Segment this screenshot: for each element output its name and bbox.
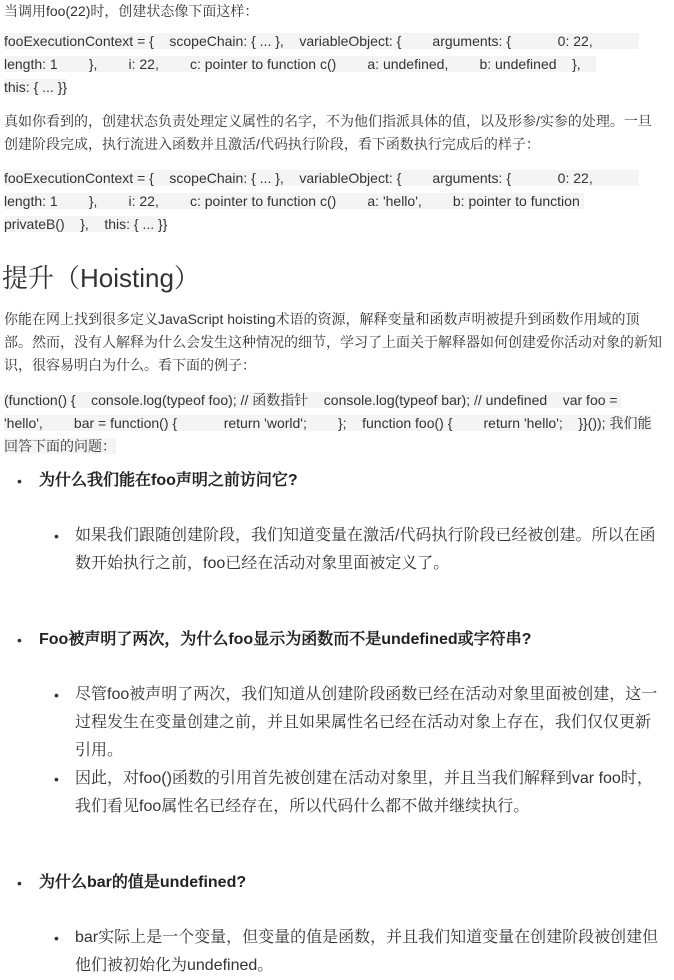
intro-paragraph: 当调用foo(22)时，创建状态像下面这样： — [4, 3, 259, 19]
code-trailing-text: 我们能回答下面的问题： — [4, 415, 652, 454]
paragraph-after-creation: 真如你看到的，创建状态负责处理定义属性的名字，不为他们指派具体的值，以及形参/实参的处理。一旦创建阶段完成，执行流进入函数并且激活/代码执行阶段，看下函数执行完成后的样子： — [4, 113, 652, 152]
list-item-answer: • bar实际上是一个变量，但变量的值是函数，并且我们知道变量在创建阶段被创建但他们被初始化为undefined。 — [0, 924, 674, 980]
question-title: • 为什么bar的值是undefined? — [0, 870, 674, 896]
section-heading-hoisting: 提升（Hoisting） — [2, 263, 200, 293]
answers-list — [0, 681, 674, 821]
question-title: • 为什么我们能在foo声明之前访问它? — [0, 468, 674, 494]
code-block-execution-state — [4, 167, 640, 236]
list-item-question-3 — [0, 870, 674, 980]
code-text: fooExecutionContext = { scopeChain: { ... }, variableObject: { arguments: { 0: 22, length: 1 }, i: 22, c: pointer to function c() a: 'hello', b: pointer to function privateB() }, this: { ... }} — [4, 170, 640, 232]
code-block-creation-state — [4, 30, 640, 99]
answers-list — [0, 522, 674, 578]
question-title: • Foo被声明了两次，为什么foo显示为函数而不是undefined或字符串? — [0, 627, 674, 653]
code-text — [4, 392, 651, 454]
code-text: fooExecutionContext = { scopeChain: { ... }, variableObject: { arguments: { 0: 22, length: 1 }, i: 22, c: pointer to function c() a: undefined, b: undefined }, this: { ... }} — [4, 33, 640, 95]
list-item-question-2 — [0, 627, 674, 821]
answers-list — [0, 924, 674, 980]
list-item-answer: • 如果我们跟随创建阶段，我们知道变量在激活/代码执行阶段已经被创建。所以在函数开始执行之前，foo已经在活动对象里面被定义了。 — [0, 522, 674, 578]
code-example-hoisting — [4, 389, 659, 458]
list-item-answer: • 因此，对foo()函数的引用首先被创建在活动对象里，并且当我们解释到var foo时，我们看见foo属性名已经存在，所以代码什么都不做并继续执行。 — [0, 765, 674, 821]
hoisting-paragraph: 你能在网上找到很多定义JavaScript hoisting术语的资源，解释变量和函数声明被提升到函数作用域的顶部。然而，没有人解释为什么会发生这种情况的细节，学习了上面关于解释器如何创建爱你活动对象的新知识，很容易明白为什么。看下面的例子： — [4, 311, 662, 373]
list-item-answer: • 尽管foo被声明了两次，我们知道从创建阶段函数已经在活动对象里面被创建，这一过程发生在变量创建之前，并且如果属性名已经在活动对象上存在，我们仅仅更新引用。 — [0, 681, 674, 765]
code-example-text: (function() { console.log(typeof foo); // 函数指针 console.log(typeof bar); // undefined var foo = 'hello', bar = function() { return 'world'; }; function foo() { return 'hello'; }}()); — [4, 392, 622, 431]
list-item-question-1 — [0, 468, 674, 578]
